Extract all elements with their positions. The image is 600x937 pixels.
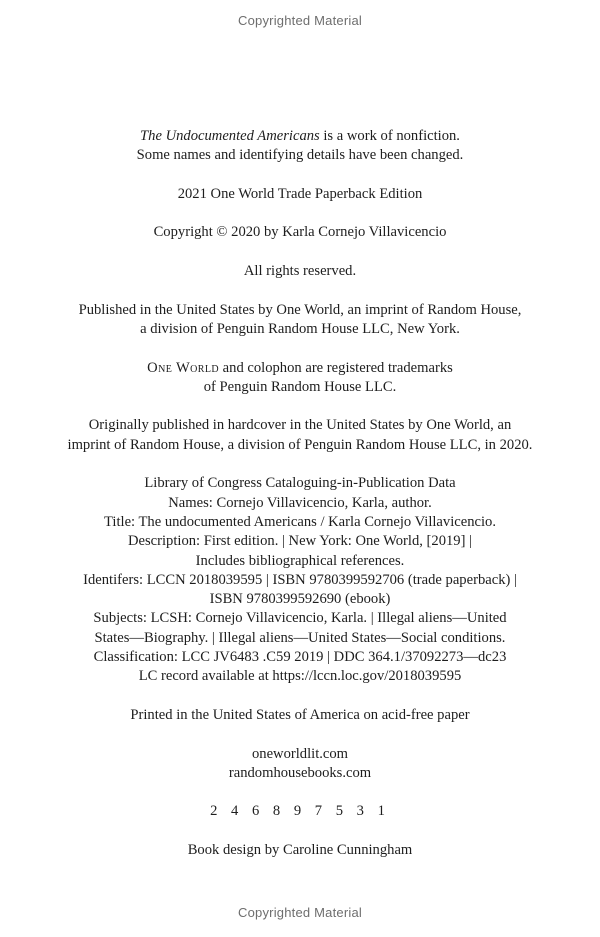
text-segment: Subjects: LCSH: Cornejo Villavicencio, Karla. | Illegal aliens—United (93, 610, 507, 627)
text-line (0, 301, 600, 320)
text-segment: Copyright © 2020 by Karla Cornejo Villavicencio (153, 224, 447, 241)
text-line (0, 590, 600, 609)
text-line (0, 378, 600, 397)
text-line (0, 416, 600, 435)
text-line (0, 629, 600, 648)
italic-text-segment: The Undocumented Americans (140, 128, 320, 144)
text-block (0, 301, 600, 340)
text-block (0, 359, 600, 398)
text-block (0, 223, 600, 242)
text-segment: Library of Congress Cataloguing-in-Publication Data (144, 475, 456, 492)
text-segment: Includes bibliographical references. (195, 552, 405, 569)
text-segment: imprint of Random House, a division of Penguin Random House LLC, in 2020. (67, 436, 533, 453)
text-line (0, 841, 600, 860)
text-line (0, 648, 600, 667)
text-line (0, 609, 600, 628)
text-segment: Printed in the United States of America on acid-free paper (130, 706, 470, 723)
text-line (0, 532, 600, 551)
text-segment: Published in the United States by One World, an imprint of Random House, (78, 301, 522, 318)
text-segment: a division of Penguin Random House LLC, New York. (140, 320, 460, 337)
smallcaps-text-segment: One World (147, 359, 220, 376)
text-segment: States—Biography. | Illegal aliens—United States—Social conditions. (94, 629, 506, 646)
text-line (0, 127, 600, 146)
text-line (0, 185, 600, 204)
text-segment: Book design by Caroline Cunningham (187, 841, 413, 858)
text-segment: Some names and identifying details have been changed. (136, 147, 464, 164)
text-segment: randomhousebooks.com (228, 764, 372, 781)
text-block (0, 802, 600, 821)
text-line (0, 513, 600, 532)
text-segment: oneworldlit.com (251, 745, 349, 762)
text-line (0, 571, 600, 590)
text-line (0, 146, 600, 165)
text-segment: of Penguin Random House LLC. (203, 378, 397, 395)
text-line (0, 802, 600, 821)
text-segment: All rights reserved. (243, 263, 357, 280)
text-line (0, 552, 600, 571)
text-block (0, 841, 600, 860)
text-block (0, 127, 600, 166)
text-block (0, 474, 600, 686)
text-line (0, 764, 600, 783)
text-line (0, 436, 600, 455)
text-line (0, 494, 600, 513)
text-segment: 2021 One World Trade Paperback Edition (177, 185, 423, 202)
text-line (0, 320, 600, 339)
text-line (0, 706, 600, 725)
text-segment: Classification: LCC JV6483 .C59 2019 | DDC 364.1/37092273—dc23 (93, 649, 507, 666)
text-segment: and colophon are registered trademarks (219, 359, 453, 376)
text-segment: Identifers: LCCN 2018039595 | ISBN 9780399592706 (trade paperback) | (83, 571, 517, 588)
text-line (0, 262, 600, 281)
text-block (0, 262, 600, 281)
copyright-text-block (0, 127, 600, 860)
text-segment: is a work of nonfiction. (319, 128, 460, 144)
text-segment: Originally published in hardcover in the United States by One World, an (88, 417, 512, 434)
text-line (0, 745, 600, 764)
text-line (0, 359, 600, 378)
text-segment: LC record available at https://lccn.loc.gov/2018039595 (138, 668, 462, 685)
text-line (0, 474, 600, 493)
text-block (0, 416, 600, 455)
text-segment: Description: First edition. | New York: One World, [2019] | (127, 533, 473, 550)
text-line (0, 667, 600, 686)
copyrighted-material-label-top: Copyrighted Material (238, 13, 362, 28)
text-line (0, 223, 600, 242)
text-block (0, 185, 600, 204)
text-block (0, 706, 600, 725)
text-segment: Names: Cornejo Villavicencio, Karla, author. (168, 494, 432, 511)
text-block (0, 745, 600, 784)
text-segment: ISBN 9780399592690 (ebook) (209, 591, 391, 608)
copyrighted-material-label-bottom: Copyrighted Material (238, 905, 362, 920)
text-segment: Title: The undocumented Americans / Karla Cornejo Villavicencio. (104, 513, 496, 530)
spaced-text-segment: 2 4 6 8 9 7 5 3 1 (210, 803, 390, 820)
